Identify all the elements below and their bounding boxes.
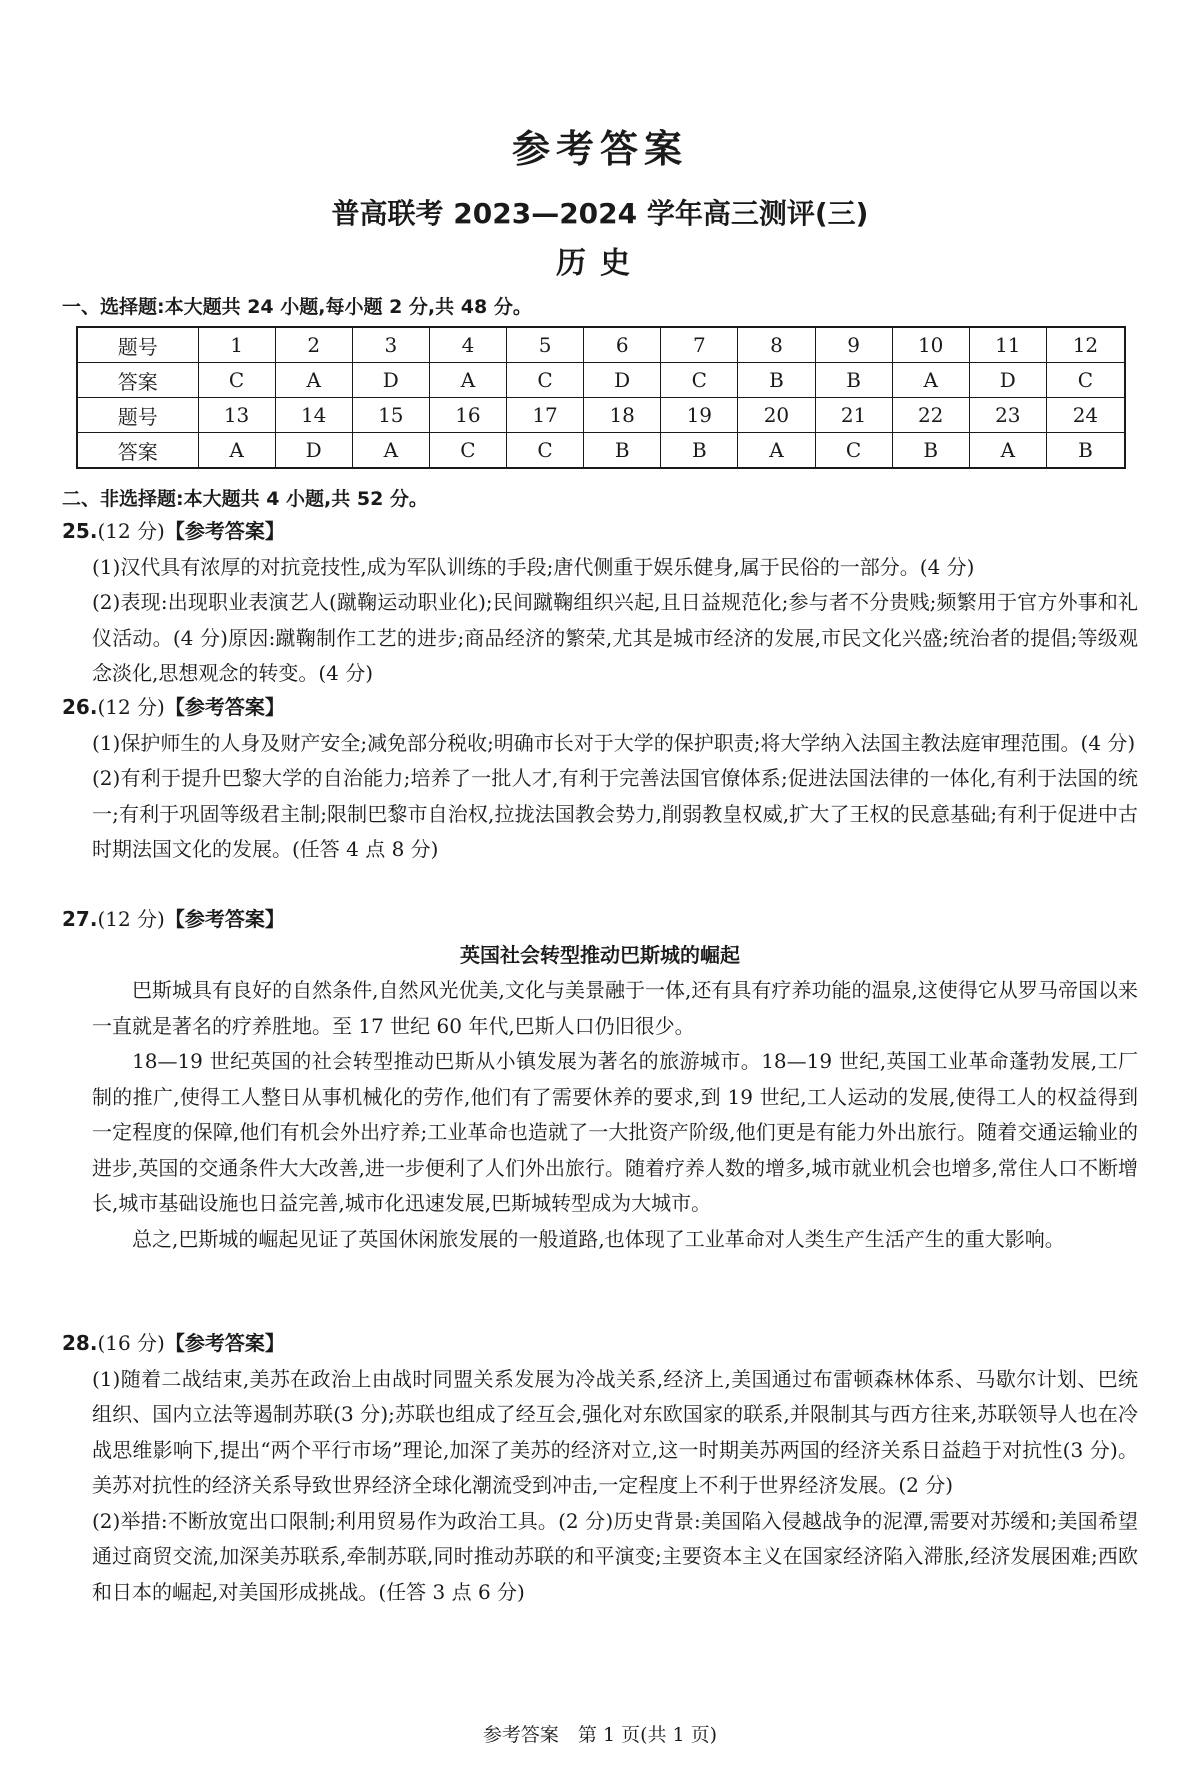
answer-cell: B	[1046, 433, 1125, 469]
question-number: 27.	[62, 907, 98, 931]
answer-cell: A	[969, 433, 1046, 469]
question-number: 16	[429, 398, 506, 433]
question-score: (12 分)	[97, 695, 165, 719]
table-row	[77, 398, 1125, 433]
question-number: 18	[584, 398, 661, 433]
answer-cell: D	[584, 363, 661, 398]
answer-cell: C	[507, 363, 584, 398]
table-row	[77, 433, 1125, 469]
page-title: 参考答案	[511, 127, 688, 171]
answer-tag: 【参考答案】	[164, 695, 285, 719]
question-number: 17	[507, 398, 584, 433]
question-number: 4	[429, 327, 506, 363]
answer-cell: D	[352, 363, 429, 398]
question-number: 26.	[62, 695, 98, 719]
answer-tag: 【参考答案】	[164, 907, 285, 931]
row-label: 题号	[77, 327, 198, 363]
section-1-heading: 一、选择题:本大题共 24 小题,每小题 2 分,共 48 分。	[62, 296, 532, 318]
question-number: 21	[815, 398, 892, 433]
essay-title: 英国社会转型推动巴斯城的崛起	[460, 942, 740, 967]
answer-cell: C	[815, 433, 892, 469]
question-number: 11	[969, 327, 1046, 363]
question-26	[62, 690, 1138, 868]
answer-cell: C	[198, 363, 275, 398]
question-number: 13	[198, 398, 275, 433]
answer-part-1: (1)随着二战结束,美苏在政治上由战时同盟关系发展为冷战关系,经济上,美国通过布雷顿森林体系、马歇尔计划、巴统组织、国内立法等遏制苏联(3 分);苏联也组成了经互会,强化对东欧国家的联系,并限制其与西方往来,苏联领导人也在冷战思维影响下,提出“两个平行市场”理论,加深了美苏的经济对立,这一时期美苏两国的经济关系日益趋于对抗性(3 分)。美苏对抗性的经济关系导致世界经济全球化潮流受到冲击,一定程度上不利于世界经济发展。(2 分)	[92, 1366, 1138, 1497]
page-footer: 参考答案 第 1 页(共 1 页)	[482, 1724, 718, 1746]
answer-cell: A	[429, 363, 506, 398]
question-header	[62, 514, 1138, 550]
answer-cell: C	[661, 363, 738, 398]
question-number: 20	[738, 398, 815, 433]
question-score: (12 分)	[97, 907, 165, 931]
answer-cell: C	[507, 433, 584, 469]
question-27	[62, 902, 1138, 1257]
answer-part-2: (2)举措:不断放宽出口限制;利用贸易作为政治工具。(2 分)历史背景:美国陷入侵越战争的泥潭,需要对苏缓和;美国希望通过商贸交流,加深美苏联系,牵制苏联,同时推动苏联的和平演变;主要资本主义在国家经济陷入滞胀,经济发展困难;西欧和日本的崛起,对美国形成挑战。(任答 3 点 6 分)	[92, 1508, 1138, 1604]
question-number: 23	[969, 398, 1046, 433]
question-number: 14	[275, 398, 352, 433]
answer-cell: A	[892, 363, 969, 398]
answer-part-2: (2)有利于提升巴黎大学的自治能力;培养了一批人才,有利于完善法国官僚体系;促进法国法律的一体化,有利于法国的统一;有利于巩固等级君主制;限制巴黎市自治权,拉拢法国教会势力,削弱教皇权威,扩大了王权的民意基础;有利于促进中古时期法国文化的发展。(任答 4 点 8 分)	[92, 766, 1138, 861]
question-number: 8	[738, 327, 815, 363]
table-row	[77, 363, 1125, 398]
answer-cell: B	[661, 433, 738, 469]
answer-cell: A	[738, 433, 815, 469]
answer-cell: B	[815, 363, 892, 398]
answer-cell: B	[584, 433, 661, 469]
answer-tag: 【参考答案】	[164, 1331, 285, 1355]
answer-cell: B	[892, 433, 969, 469]
essay-paragraph-1: 巴斯城具有良好的自然条件,自然风光优美,文化与美景融于一体,还有具有疗养功能的温泉,这使得它从罗马帝国以来一直就是著名的疗养胜地。至 17 世纪 60 年代,巴斯人口仍旧很少。	[92, 978, 1138, 1038]
subject-title: 历史	[556, 246, 644, 281]
question-number: 9	[815, 327, 892, 363]
question-number: 28.	[62, 1331, 98, 1355]
answer-part-1: (1)保护师生的人身及财产安全;减免部分税收;明确市长对于大学的保护职责;将大学纳入法国主教法庭审理范围。(4 分)	[92, 730, 1136, 755]
question-number: 22	[892, 398, 969, 433]
answer-part-1: (1)汉代具有浓厚的对抗竞技性,成为军队训练的手段;唐代侧重于娱乐健身,属于民俗的一部分。(4 分)	[92, 554, 975, 579]
row-label: 答案	[77, 363, 198, 398]
question-header	[62, 690, 1138, 726]
question-number: 6	[584, 327, 661, 363]
question-number: 1	[198, 327, 275, 363]
section-2-heading: 二、非选择题:本大题共 4 小题,共 52 分。	[62, 488, 428, 510]
answer-tag: 【参考答案】	[164, 519, 285, 543]
question-score: (16 分)	[97, 1331, 165, 1355]
answer-part-2: (2)表现:出现职业表演艺人(蹴鞠运动职业化);民间蹴鞠组织兴起,且日益规范化;参与者不分贵贱;频繁用于官方外事和礼仪活动。(4 分)原因:蹴鞠制作工艺的进步;商品经济的繁荣,尤其是城市经济的发展,市民文化兴盛;统治者的提倡;等级观念淡化,思想观念的转变。(4 分)	[92, 590, 1138, 685]
question-28	[62, 1326, 1138, 1610]
answer-cell: A	[275, 363, 352, 398]
essay-paragraph-3: 总之,巴斯城的崛起见证了英国休闲旅发展的一般道路,也体现了工业革命对人类生产生活产生的重大影响。	[132, 1226, 1065, 1251]
question-number: 5	[507, 327, 584, 363]
question-number: 15	[352, 398, 429, 433]
question-number: 7	[661, 327, 738, 363]
answer-cell: A	[198, 433, 275, 469]
answer-cell: D	[969, 363, 1046, 398]
question-number: 19	[661, 398, 738, 433]
question-score: (12 分)	[97, 519, 165, 543]
question-number: 12	[1046, 327, 1125, 363]
question-number: 10	[892, 327, 969, 363]
exam-subtitle: 普高联考 2023—2024 学年高三测评(三)	[331, 197, 869, 230]
answer-cell: C	[429, 433, 506, 469]
question-number: 24	[1046, 398, 1125, 433]
row-label: 题号	[77, 398, 198, 433]
answer-table	[76, 326, 1126, 469]
answer-cell: A	[352, 433, 429, 469]
answer-cell: B	[738, 363, 815, 398]
row-label: 答案	[77, 433, 198, 469]
question-header	[62, 902, 1138, 938]
answer-cell: D	[275, 433, 352, 469]
question-header	[62, 1326, 1138, 1362]
question-number: 25.	[62, 519, 98, 543]
question-number: 2	[275, 327, 352, 363]
question-25	[62, 514, 1138, 692]
essay-paragraph-2: 18—19 世纪英国的社会转型推动巴斯从小镇发展为著名的旅游城市。18—19 世纪,英国工业革命蓬勃发展,工厂制的推广,使得工人整日从事机械化的劳作,他们有了需要休养的要求,到 19 世纪,工人运动的发展,使得工人的权益得到一定程度的保障,他们有机会外出疗养;工业革命也造就了一大批资产阶级,他们更是有能力外出旅行。随着交通运输业的进步,英国的交通条件大大改善,进一步便利了人们外出旅行。随着疗养人数的增多,城市就业机会也增多,常住人口不断增长,城市基础设施也日益完善,城市化迅速发展,巴斯城转型成为大城市。	[92, 1049, 1138, 1215]
question-number: 3	[352, 327, 429, 363]
table-row	[77, 327, 1125, 363]
answer-cell: C	[1046, 363, 1125, 398]
